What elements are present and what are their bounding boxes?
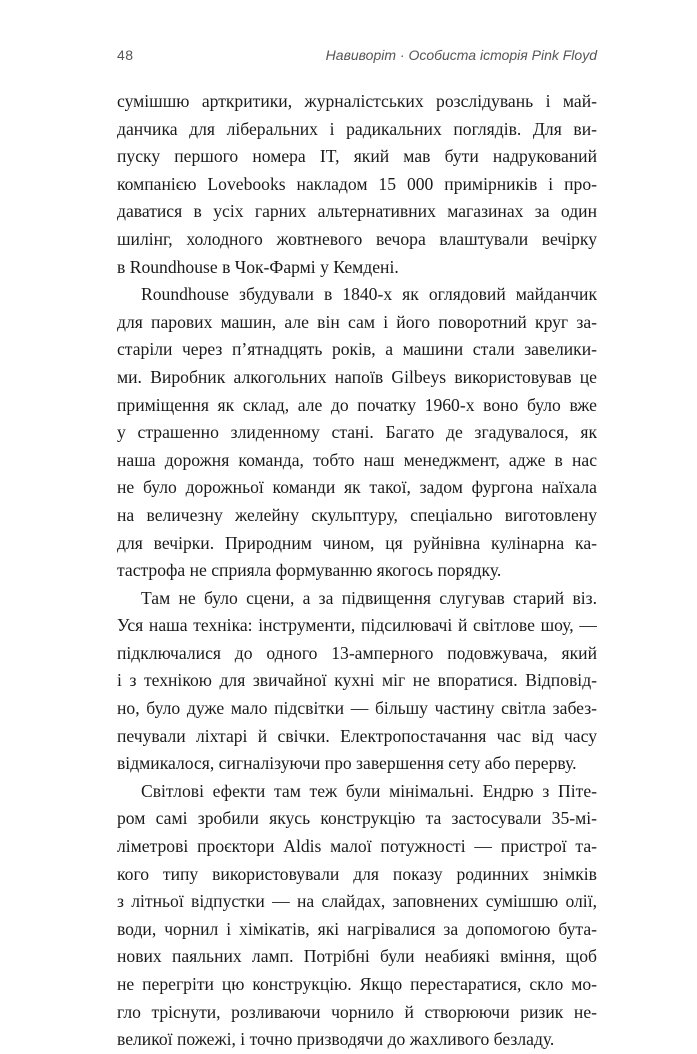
running-head (117, 47, 597, 69)
text-line: нових паяльних ламп. Потрібні були неабиякі вміння, щоб (117, 946, 597, 967)
text-line: печували ліхтарі й свічки. Електропостачання час від часу (117, 725, 597, 746)
text-line: ми. Виробник алкогольних напоїв Gilbeys використовував це (117, 366, 597, 387)
body-text (117, 88, 597, 1054)
text-line: данчика для ліберальних і радикальних поглядів. Для ви- (117, 118, 597, 139)
paragraph (117, 281, 597, 585)
running-head-title: Навиворіт · Особиста історія Pink Floyd (325, 47, 597, 63)
text-line: не перегріти цю конструкцію. Якщо перестаратися, скло мо- (117, 974, 597, 994)
text-line: Roundhouse збудували в 1840-х як оглядовий майданчик (141, 284, 597, 305)
text-line: старіли через п’ятнадцять років, а машини стали завелики- (117, 339, 597, 360)
paragraph (117, 88, 597, 281)
text-line: ром самі зробили якусь конструкцію та застосували 35-мі- (117, 808, 597, 829)
page-number: 48 (117, 47, 134, 63)
text-line: но, було дуже мало підсвітки — більшу частину світла забез- (117, 698, 597, 719)
text-line: для парових машин, але він сам і його поворотний круг за- (117, 311, 597, 332)
text-line: з літньої відпустки — на слайдах, заповнених сумішшю олії, (117, 891, 597, 912)
text-line: на величезну желейну скульптуру, спеціально виготовлену (117, 504, 597, 525)
text-line: шилінг, холодного жовтневого вечора влаштували вечірку (117, 228, 597, 249)
text-line: води, чорнил і хімікатів, які нагрівалися за допомогою бута- (117, 918, 597, 939)
text-line: в Roundhouse в Чок-Фармі у Кемдені. (117, 256, 399, 277)
text-line: Уся наша техніка: інструменти, підсилювачі й світлове шоу, — (117, 615, 597, 636)
text-line: у страшенно злиденному стані. Багато де згадувалося, як (117, 422, 597, 443)
text-line: ліметрові проєктори Aldis малої потужності — пристрої та- (117, 836, 597, 857)
text-line: і з технікою для звичайної кухні міг не впоратися. Відповід- (117, 670, 597, 691)
text-line: відмикалося, сигналізуючи про завершення сету або перерву. (117, 753, 577, 774)
paragraph (117, 585, 597, 778)
text-line: компанією Lovebooks накладом 15 000 примірників і про- (117, 173, 597, 194)
text-line: підключалися до одного 13-амперного подовжувача, який (117, 642, 597, 663)
text-line: гло тріснути, розливаючи чорнило й створюючи ризик не- (117, 1001, 597, 1022)
paragraph (117, 778, 597, 1054)
text-line: тастрофа не сприяла формуванню якогось порядку. (117, 560, 502, 581)
text-line: даватися в усіх гарних альтернативних магазинах за один (117, 201, 597, 222)
text-line: приміщення як склад, але до початку 1960-х воно було вже (117, 394, 597, 415)
text-line: пуску першого номера IT, який мав бути надрукований (117, 146, 597, 167)
text-line: не було дорожньої команди як такої, задом фургона наїхала (117, 477, 597, 498)
text-line: сумішшю арткритики, журналістських розслідувань і май- (117, 91, 597, 111)
text-line: кого типу використовували для показу родинних знімків (117, 863, 597, 884)
text-line: для вечірки. Природним чином, ця руйнівна кулінарна ка- (117, 532, 597, 553)
text-line: Світлові ефекти там теж були мінімальні. Ендрю з Піте- (141, 780, 597, 801)
text-line: Там не було сцени, а за підвищення слугував старий віз. (141, 587, 597, 608)
text-line: наша дорожня команда, тобто наш менеджмент, адже в нас (117, 449, 597, 470)
text-line: великої пожежі, і точно призводячи до жахливого безладу. (117, 1029, 555, 1050)
